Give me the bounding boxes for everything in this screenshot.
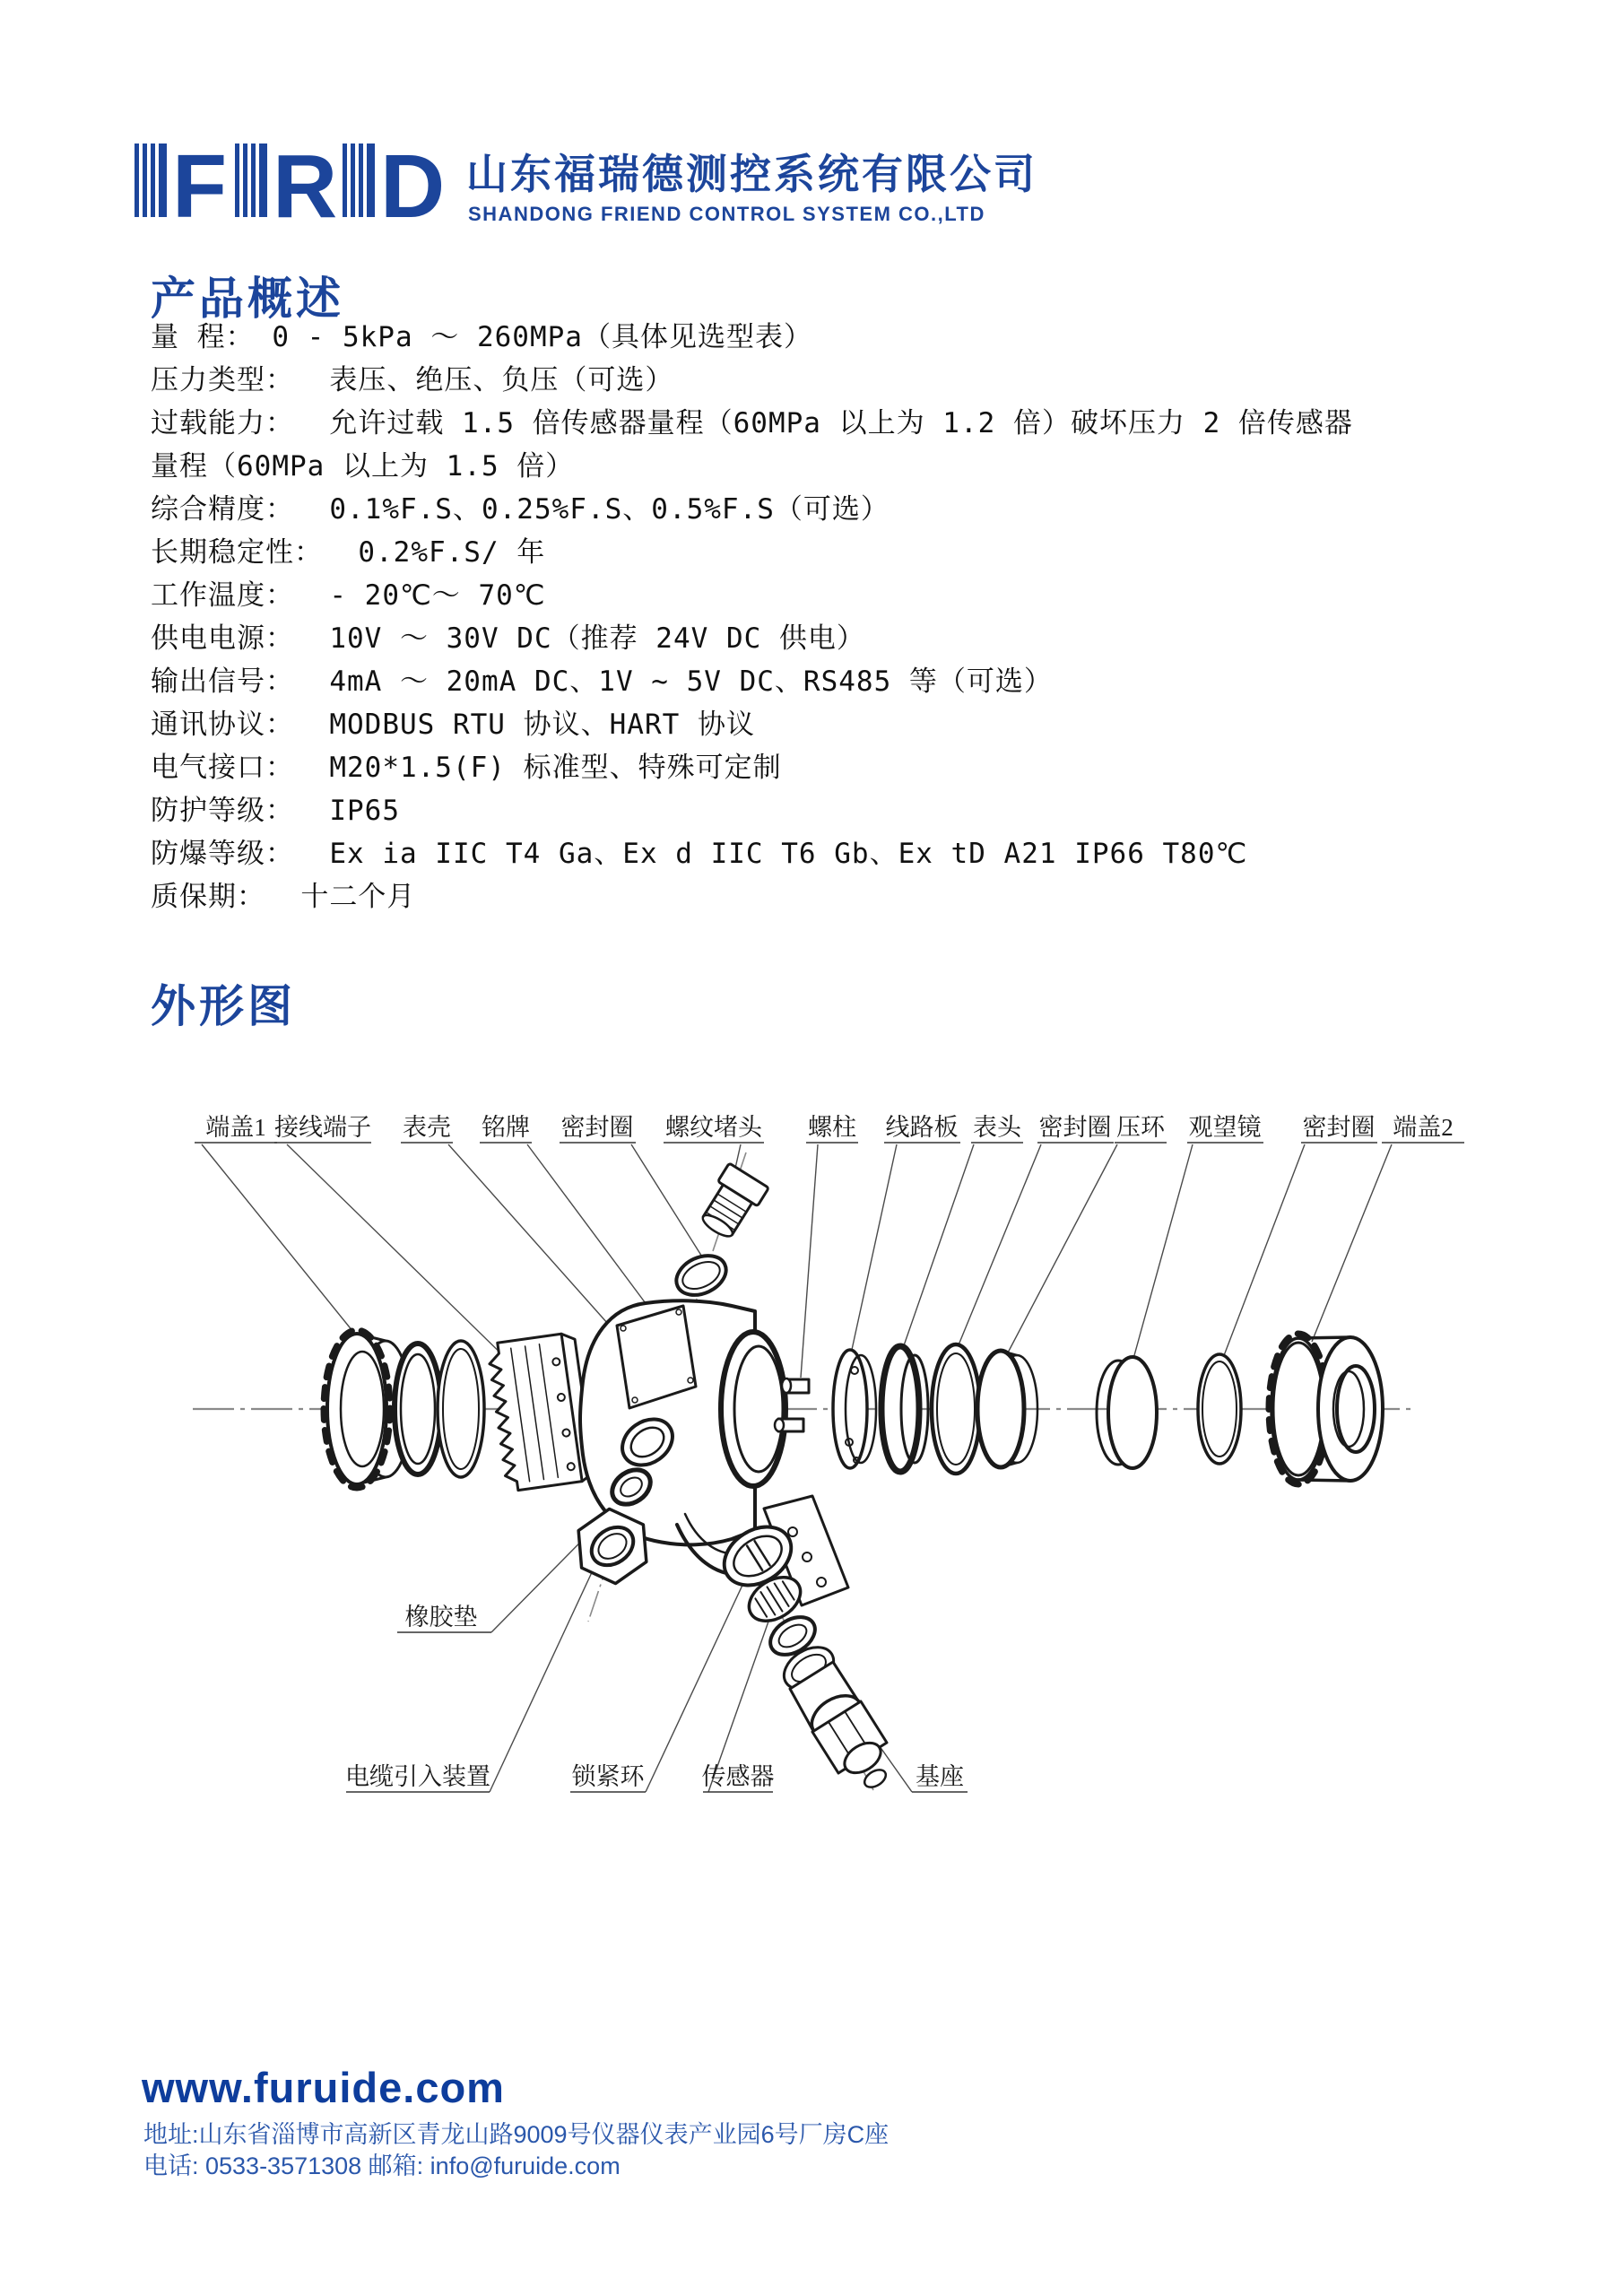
spec-line-pressure-type: 压力类型： 表压、绝压、负压（可选）	[151, 364, 674, 396]
spec-line-power: 供电电源： 10V ～ 30V DC（推荐 24V DC 供电）	[151, 622, 865, 655]
label-end-cap-2: 端盖2	[1393, 1114, 1454, 1141]
part-thread-plug	[695, 1163, 769, 1243]
footer-address: 地址:山东省淄博市高新区青龙山路9009号仪器仪表产业园6号厂房C座	[143, 2121, 890, 2148]
footer-website-link[interactable]: www.furuide.com	[142, 2064, 505, 2111]
label-housing: 表壳	[403, 1114, 451, 1141]
spec-line-protocol: 通讯协议： MODBUS RTU 协议、HART 协议	[151, 709, 755, 741]
label-nameplate: 铭牌	[482, 1114, 530, 1141]
footer-contact: 电话: 0533-3571308 邮箱: info@furuide.com	[143, 2152, 621, 2179]
spec-list	[151, 316, 1567, 918]
part-terminal-block	[487, 1332, 595, 1492]
label-rubber-pad: 橡胶垫	[404, 1604, 478, 1631]
label-circuit-board: 线路板	[885, 1114, 959, 1141]
label-thread-plug: 螺纹堵头	[665, 1114, 762, 1141]
company-name-cn: 山东福瑞德测控系统有限公司	[466, 151, 1037, 197]
section-title-product-overview: 产品概述	[151, 274, 344, 324]
spec-line-ex-rating: 防爆等级： Ex ia IIC T4 Ga、Ex d IIC T6 Gb、Ex tD A21 IP66 T80℃	[151, 838, 1248, 870]
part-seal-ring-mid	[932, 1344, 980, 1474]
company-logo	[135, 133, 1121, 240]
label-seal-ring-3: 密封圈	[1302, 1114, 1376, 1141]
spec-line-temperature: 工作温度： - 20℃～ 70℃	[151, 579, 546, 612]
spec-line-range: 量 程： 0 - 5kPa ～ 260MPa（具体见选型表）	[151, 321, 812, 353]
label-cable-gland: 电缆引入装置	[345, 1763, 490, 1790]
part-gauge-head	[881, 1346, 928, 1472]
spec-line-stability: 长期稳定性： 0.2%F.S/ 年	[151, 536, 546, 569]
spec-line-overload-cont: 量程（60MPa 以上为 1.5 倍）	[151, 450, 575, 483]
spec-line-ip-rating: 防护等级： IP65	[151, 795, 400, 827]
part-end-cap-2	[1269, 1334, 1383, 1484]
label-lock-ring: 锁紧环	[571, 1763, 645, 1790]
spec-line-output: 输出信号： 4mA ～ 20mA DC、1V ~ 5V DC、RS485 等（可选）	[151, 665, 1053, 698]
label-end-cap-1: 端盖1	[205, 1114, 266, 1141]
label-sensor: 传感器	[701, 1763, 775, 1790]
label-stud: 螺柱	[808, 1114, 856, 1141]
part-o-ring-a	[395, 1344, 441, 1474]
company-name-en: SHANDONG FRIEND CONTROL SYSTEM CO.,LTD	[468, 203, 985, 225]
spec-line-overload: 过载能力： 允许过载 1.5 倍传感器量程（60MPa 以上为 1.2 倍）破坏压力 2 倍传感器	[151, 407, 1353, 439]
label-seal-ring-1: 密封圈	[560, 1114, 634, 1141]
label-gauge-head: 表头	[973, 1114, 1021, 1141]
spec-line-warranty: 质保期： 十二个月	[151, 881, 416, 913]
logo-letter-r: R	[273, 136, 338, 237]
spec-line-accuracy: 综合精度： 0.1%F.S、0.25%F.S、0.5%F.S（可选）	[151, 493, 890, 526]
label-seal-ring-2: 密封圈	[1038, 1114, 1112, 1141]
part-seal-ring-right	[1198, 1354, 1241, 1464]
logo-barcode-letters	[135, 136, 445, 237]
logo-letter-d: D	[380, 136, 446, 237]
part-sight-glass	[1097, 1357, 1157, 1468]
label-base: 基座	[916, 1763, 964, 1790]
label-sight-glass: 观望镜	[1188, 1114, 1262, 1141]
label-terminal-block: 接线端子	[274, 1114, 371, 1141]
spec-line-connection: 电气接口： M20*1.5(F) 标准型、特殊可定制	[151, 752, 782, 784]
label-press-ring: 压环	[1116, 1114, 1165, 1141]
part-seal-ring-top	[670, 1248, 732, 1303]
exploded-view-diagram	[0, 1103, 1623, 1839]
logo-letter-f: F	[172, 136, 228, 237]
part-o-ring-b	[438, 1341, 484, 1477]
section-title-outline-drawing: 外形图	[151, 981, 296, 1031]
